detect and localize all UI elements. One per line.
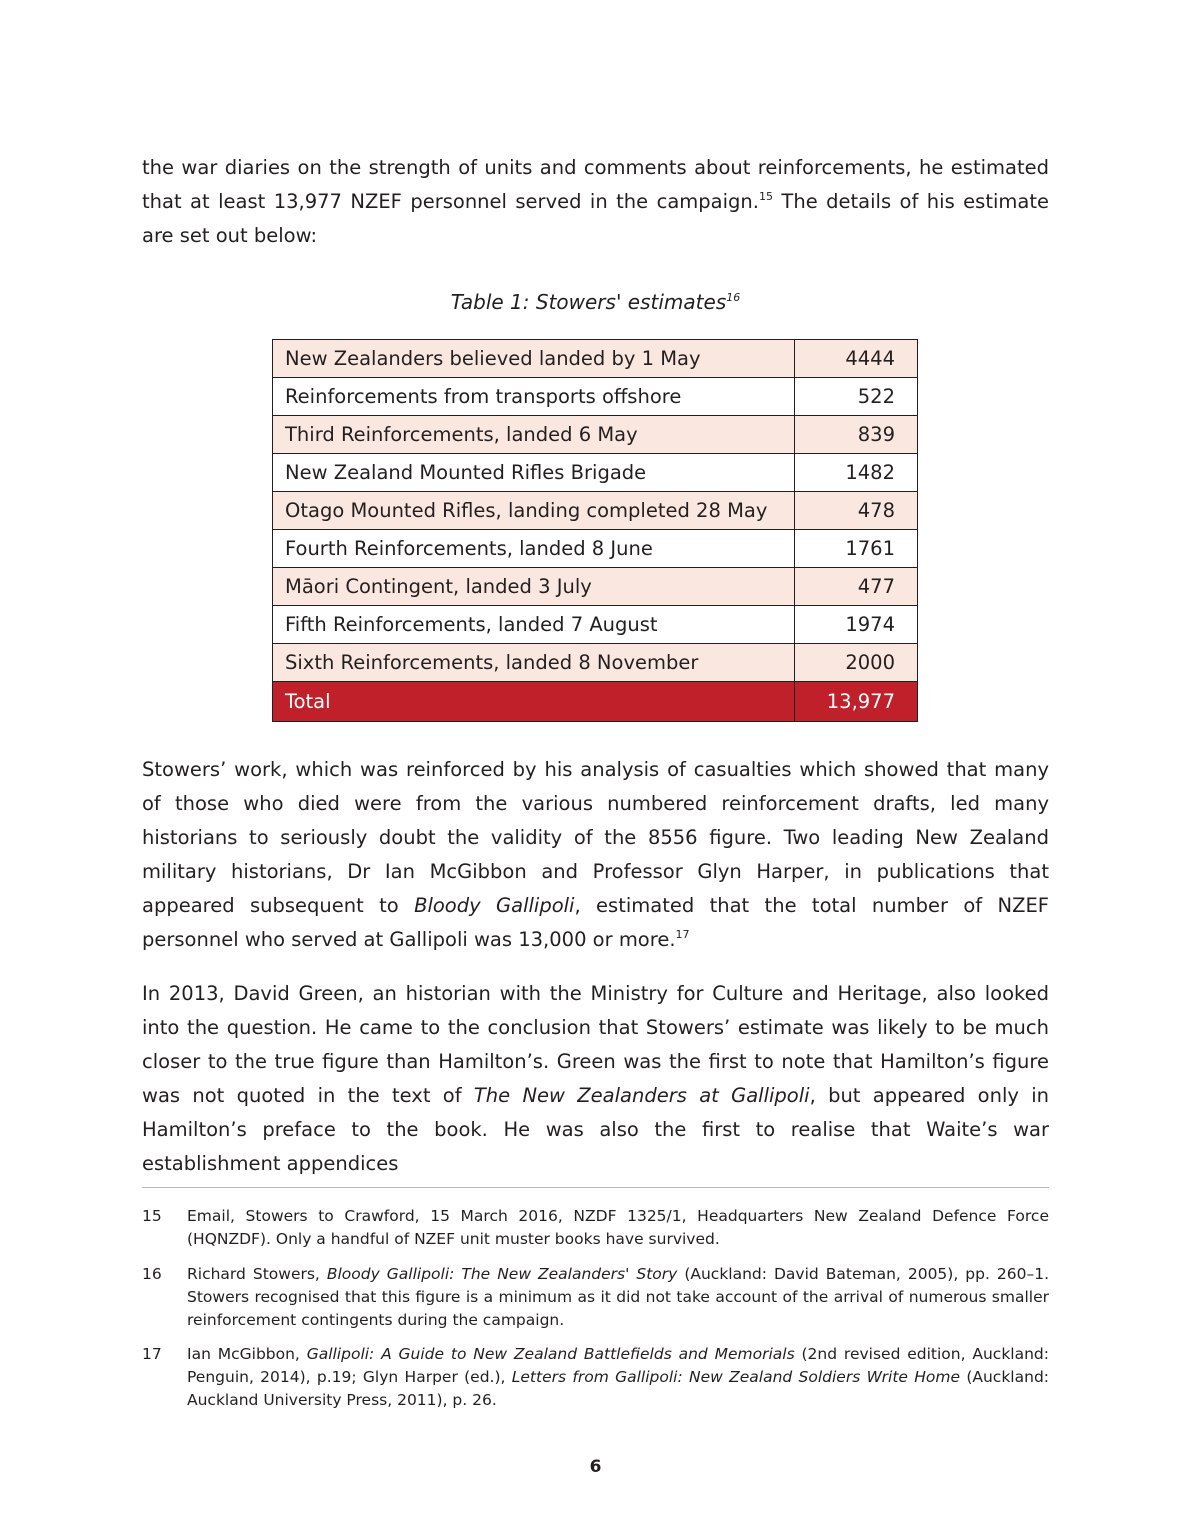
- table-row: [273, 606, 918, 644]
- footnote-number: 16: [142, 1265, 162, 1283]
- row-value: 2000: [795, 644, 918, 682]
- paragraph-historians: [142, 753, 1049, 957]
- paragraph-intro-text-after: The details of his estimate are set out below:: [142, 190, 1049, 247]
- total-label: Total: [273, 682, 795, 722]
- footnote-ref-15[interactable]: 15: [758, 190, 773, 203]
- footnote-text: [187, 1263, 1049, 1332]
- table-row: [273, 492, 918, 530]
- table-row: [273, 568, 918, 606]
- row-value: 1974: [795, 606, 918, 644]
- footnote-ref-17[interactable]: 17: [675, 928, 690, 941]
- footnote-number: 17: [142, 1345, 162, 1363]
- book-title-italic: Gallipoli: A Guide to New Zealand Battlefields and Memorials: [306, 1345, 795, 1363]
- footnote-text: [187, 1205, 1049, 1251]
- footnote-16-text: Richard Stowers,: [187, 1265, 327, 1283]
- book-title-italic: Letters from Gallipoli: New Zealand Soldiers Write Home: [511, 1368, 961, 1386]
- table-row: [273, 340, 918, 378]
- paragraph-historians-text-after: , estimated that the total number of NZEF personnel who served at Gallipoli was 13,000 or more.: [142, 894, 1049, 951]
- row-label: New Zealanders believed landed by 1 May: [273, 340, 795, 378]
- row-label: Third Reinforcements, landed 6 May: [273, 416, 795, 454]
- table-row: [273, 416, 918, 454]
- book-title-italic: Bloody Gallipoli: The New Zealanders' Story: [326, 1265, 678, 1283]
- footnote-divider: [142, 1187, 1049, 1188]
- row-value: 1761: [795, 530, 918, 568]
- row-value: 477: [795, 568, 918, 606]
- row-label: Fourth Reinforcements, landed 8 June: [273, 530, 795, 568]
- paragraph-green-text: In 2013, David Green, an historian with the Ministry for Culture and Heritage, also looked into the question. He came to the conclusion that Stowers’ estimate was likely to be much closer to the true figure than Hamilton’s. Green was the first to note that Hamilton’s figure was not quoted in the text of: [142, 982, 1049, 1107]
- footnote-17-text-after: (Auckland: Auckland University Press, 2011), p. 26.: [187, 1368, 1049, 1409]
- paragraph-green-text-after: , but appeared only in Hamilton’s preface to the book. He was also the first to realise that Waite’s war establishment appendices: [142, 1084, 1050, 1175]
- row-value: 522: [795, 378, 918, 416]
- book-title-italic: The New Zealanders at Gallipoli: [473, 1084, 810, 1107]
- row-value: 4444: [795, 340, 918, 378]
- estimates-table: [272, 339, 918, 722]
- table-total-row: [273, 682, 918, 722]
- paragraph-green: [142, 977, 1049, 1181]
- footnote-15-text: Email, Stowers to Crawford, 15 March 2016, NZDF 1325/1, Headquarters New Zealand Defence Force (HQNZDF). Only a handful of NZEF unit muster books have survived.: [187, 1207, 1049, 1248]
- row-value: 1482: [795, 454, 918, 492]
- table-caption: [0, 286, 1191, 318]
- footnote-number: 15: [142, 1207, 162, 1225]
- paragraph-intro-text: the war diaries on the strength of units and comments about reinforcements, he estimated that at least 13,977 NZEF personnel served in the campaign.: [142, 156, 1049, 213]
- row-value: 478: [795, 492, 918, 530]
- row-label: Māori Contingent, landed 3 July: [273, 568, 795, 606]
- paragraph-intro: [142, 151, 1049, 253]
- row-label: Fifth Reinforcements, landed 7 August: [273, 606, 795, 644]
- row-label: Reinforcements from transports offshore: [273, 378, 795, 416]
- book-title-italic: Bloody Gallipoli: [414, 894, 575, 917]
- footnote-17-text: Ian McGibbon,: [187, 1345, 307, 1363]
- row-label: Sixth Reinforcements, landed 8 November: [273, 644, 795, 682]
- table-row: [273, 530, 918, 568]
- row-label: Otago Mounted Rifles, landing completed 28 May: [273, 492, 795, 530]
- row-value: 839: [795, 416, 918, 454]
- footnote-text: [187, 1343, 1049, 1412]
- table-row: [273, 378, 918, 416]
- footnote-17: [142, 1343, 1049, 1412]
- footnote-17-text-middle: (2nd revised edition, Auckland: Penguin, 2014), p.19; Glyn Harper (ed.),: [187, 1345, 1049, 1386]
- footnote-ref-16[interactable]: 16: [726, 291, 741, 304]
- paragraph-historians-text: Stowers’ work, which was reinforced by his analysis of casualties which showed that many of those who died were from the various numbered reinforcement drafts, led many historians to seriously doubt the validity of the 8556 figure. Two leading New Zealand military historians, Dr Ian McGibbon and Professor Glyn Harper, in publications that appeared subsequent to: [142, 758, 1049, 917]
- page-number: 6: [589, 1457, 602, 1477]
- footnote-16: [142, 1263, 1049, 1332]
- table-caption-text: Table 1: Stowers' estimates: [450, 290, 727, 314]
- table-row: [273, 454, 918, 492]
- footnote-15: [142, 1205, 1049, 1251]
- row-label: New Zealand Mounted Rifles Brigade: [273, 454, 795, 492]
- total-value: 13,977: [795, 682, 918, 722]
- table-row: [273, 644, 918, 682]
- footnote-16-text-after: (Auckland: David Bateman, 2005), pp. 260–1. Stowers recognised that this figure is a minimum as it did not take account of the arrival of numerous smaller reinforcement contingents during the campaign.: [187, 1265, 1049, 1329]
